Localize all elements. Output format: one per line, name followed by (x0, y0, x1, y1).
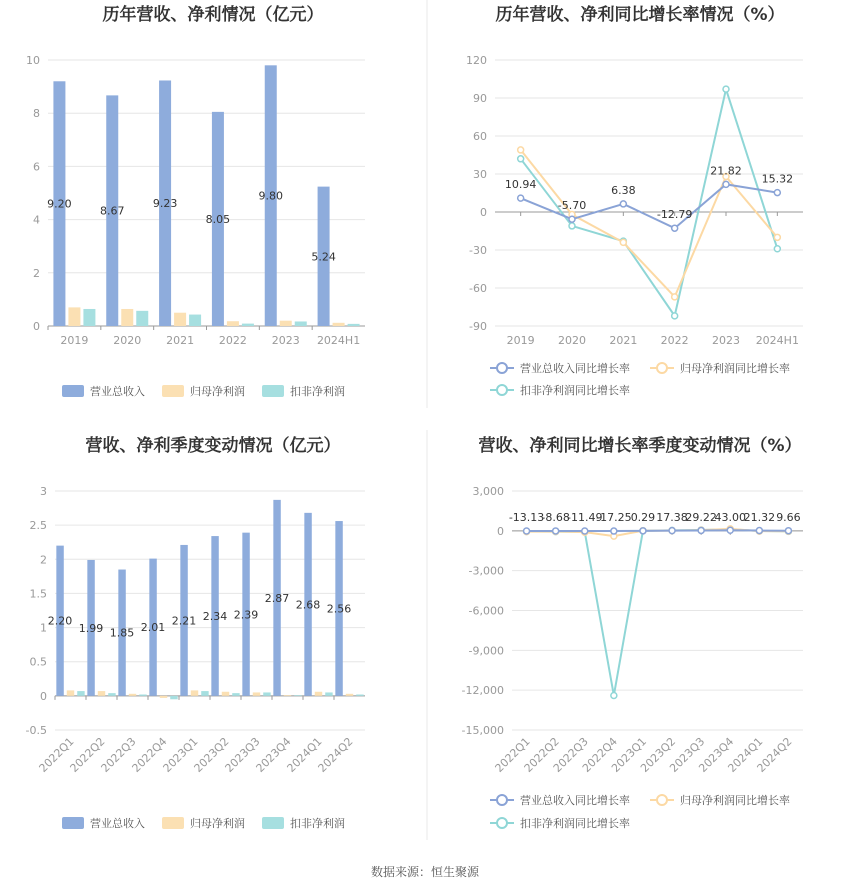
data-label: -8.68 (541, 511, 570, 524)
point-营业总收入同比增长率-2023Q1 (640, 528, 646, 534)
y-tick-label: 0 (497, 524, 504, 538)
bar-扣非净利润-2024H1 (348, 324, 360, 326)
point-扣非净利润同比增长率-2024H1 (774, 246, 780, 252)
line-扣非净利润同比增长率 (527, 529, 789, 695)
point-扣非净利润同比增长率-2019 (518, 156, 524, 162)
bar-归母净利润-2023 (280, 321, 292, 326)
data-label: -5.70 (557, 199, 587, 213)
y-tick-label: 6 (33, 160, 40, 174)
bar-归母净利润-2019 (68, 307, 80, 326)
bar-扣非净利润-2022 (242, 324, 254, 326)
legend-label[interactable]: 营业总收入同比增长率 (520, 362, 630, 375)
x-tick-label: 2023Q3 (222, 734, 263, 775)
point-营业总收入同比增长率-2021 (620, 201, 626, 207)
y-tick-label: 2.5 (29, 519, 47, 533)
point-归母净利润同比增长率-2021 (620, 239, 626, 245)
legend-swatch (262, 817, 284, 829)
x-tick-label: 2024H1 (755, 334, 799, 347)
x-tick-label: 2023Q2 (191, 734, 232, 775)
y-tick-label: 0 (480, 206, 487, 219)
bar-归母净利润-2022 (227, 321, 239, 326)
legend-swatch (162, 817, 184, 829)
data-label: 0.29 (630, 511, 656, 524)
y-tick-label: 10 (26, 54, 40, 67)
data-label: 1.99 (78, 621, 104, 635)
point-归母净利润同比增长率-2019 (518, 147, 524, 153)
y-tick-label: 4 (33, 213, 40, 227)
legend-label[interactable]: 营业总收入 (90, 817, 145, 830)
y-tick-label: 0.5 (29, 655, 47, 669)
data-label: 9.23 (152, 197, 178, 211)
y-tick-label: 2 (40, 553, 47, 567)
legend-marker (497, 363, 507, 373)
x-tick-label: 2022Q1 (36, 734, 77, 775)
y-tick-label: 60 (473, 130, 487, 143)
data-label: 21.82 (710, 164, 742, 178)
y-tick-label: -15,000 (461, 724, 504, 737)
x-tick-label: 2023 (271, 334, 300, 347)
x-tick-label: 2022Q2 (521, 734, 562, 775)
point-营业总收入同比增长率-2022Q3 (582, 528, 588, 534)
data-label: 43.00 (714, 511, 746, 524)
bar-扣非净利润-2023Q1 (201, 691, 208, 696)
y-tick-label: -3,000 (468, 564, 504, 578)
point-营业总收入同比增长率-2024Q2 (785, 528, 791, 534)
legend-swatch (62, 385, 84, 397)
x-tick-label: 2022Q3 (98, 734, 139, 775)
data-label: -17.25 (596, 511, 632, 524)
y-tick-label: 8 (33, 107, 40, 121)
bar-扣非净利润-2023Q2 (232, 693, 239, 696)
y-tick-label: 0 (40, 689, 47, 703)
y-tick-label: 3 (40, 485, 47, 498)
legend-marker (657, 363, 667, 373)
annual-growth-rate-chart (466, 4, 803, 397)
legend-marker (657, 795, 667, 805)
bar-扣非净利润-2024Q1 (325, 692, 332, 695)
data-label: 9.20 (47, 197, 72, 211)
legend-label[interactable]: 营业总收入 (90, 385, 145, 398)
data-label: 21.32 (743, 511, 776, 524)
data-label: 2.39 (233, 608, 259, 622)
y-tick-label: -0.5 (25, 724, 47, 737)
data-label: 17.38 (656, 511, 688, 524)
data-label: 8.67 (100, 204, 125, 218)
legend-marker (497, 385, 507, 395)
chart-title: 历年营收、净利情况（亿元） (102, 5, 324, 25)
x-tick-label: 2023Q4 (696, 734, 737, 775)
bar-归母净利润-2024H1 (333, 323, 345, 326)
data-label: 10.94 (504, 178, 537, 192)
line-营业总收入同比增长率 (527, 530, 789, 531)
chart-title: 历年营收、净利同比增长率情况（%） (495, 5, 785, 25)
y-tick-label: -9,000 (468, 644, 504, 658)
point-营业总收入同比增长率-2024Q1 (756, 528, 762, 534)
bar-扣非净利润-2021 (189, 315, 201, 326)
x-tick-label: 2022Q4 (579, 734, 620, 775)
data-label: -11.49 (567, 511, 603, 524)
point-营业总收入同比增长率-2022Q4 (611, 528, 617, 534)
data-label: 2.34 (202, 609, 228, 623)
x-tick-label: 2022 (660, 334, 689, 347)
bar-扣非净利润-2019 (83, 309, 95, 326)
x-tick-label: 2023Q3 (667, 734, 708, 775)
y-tick-label: 1.5 (29, 587, 47, 601)
point-营业总收入同比增长率-2022Q2 (553, 528, 559, 534)
y-tick-label: -60 (469, 282, 487, 295)
data-label: 5.24 (311, 250, 336, 264)
bar-归母净利润-2022Q4 (160, 696, 167, 698)
x-tick-label: 2024Q2 (754, 734, 795, 775)
legend-label[interactable]: 归母净利润 (190, 385, 245, 398)
legend-label[interactable]: 归母净利润同比增长率 (680, 794, 790, 807)
y-tick-label: -30 (469, 244, 487, 257)
data-label: 2.87 (264, 591, 290, 605)
annual-revenue-profit-chart (26, 4, 365, 398)
data-label: 29.22 (685, 511, 717, 524)
data-source: 数据来源：恒生聚源 (370, 865, 480, 879)
x-tick-label: 2023Q1 (160, 734, 201, 775)
bar-扣非净利润-2022Q3 (139, 694, 146, 695)
x-tick-label: 2023Q2 (638, 734, 679, 775)
legend-swatch (162, 385, 184, 397)
data-label: 9.80 (258, 189, 283, 203)
bar-归母净利润-2022Q2 (98, 691, 105, 696)
bar-归母净利润-2023Q1 (191, 690, 198, 695)
data-label: 8.05 (205, 212, 231, 226)
bar-归母净利润-2022Q1 (67, 690, 74, 695)
data-label: 9.66 (776, 511, 801, 524)
bar-归母净利润-2022Q3 (129, 694, 136, 696)
point-营业总收入同比增长率-2024H1 (774, 190, 780, 196)
x-tick-label: 2022Q1 (492, 734, 533, 775)
bar-归母净利润-2023Q3 (253, 692, 260, 695)
point-扣非净利润同比增长率-2022Q4 (611, 692, 617, 698)
data-label: 2.21 (171, 614, 197, 628)
point-归母净利润同比增长率-2024H1 (774, 234, 780, 240)
x-tick-label: 2019 (506, 334, 535, 347)
x-tick-label: 2020 (558, 334, 586, 347)
x-tick-label: 2019 (60, 334, 89, 347)
point-营业总收入同比增长率-2023Q2 (669, 528, 675, 534)
bar-归母净利润-2021 (174, 313, 186, 326)
bar-扣非净利润-2022Q4 (170, 696, 177, 699)
legend-label[interactable]: 扣非净利润同比增长率 (520, 384, 630, 397)
point-营业总收入同比增长率-2023Q4 (727, 527, 733, 533)
legend-marker (497, 795, 507, 805)
bar-扣非净利润-2023 (295, 321, 307, 326)
legend-swatch (262, 385, 284, 397)
legend-marker (497, 818, 507, 828)
y-tick-label: -6,000 (468, 604, 504, 618)
x-tick-label: 2021 (609, 334, 638, 347)
x-tick-label: 2024Q2 (315, 734, 356, 775)
quarterly-revenue-profit-chart (26, 435, 365, 830)
data-label: 2.68 (295, 598, 321, 612)
x-tick-label: 2024Q1 (284, 734, 325, 775)
bar-归母净利润-2024Q1 (315, 692, 322, 696)
point-营业总收入同比增长率-2020 (569, 216, 575, 222)
legend-swatch (62, 817, 84, 829)
point-扣非净利润同比增长率-2020 (569, 223, 575, 229)
point-营业总收入同比增长率-2022 (672, 225, 678, 231)
data-label: -13.13 (508, 511, 545, 524)
chart-title: 营收、净利同比增长率季度变动情况（%） (478, 436, 802, 456)
x-tick-label: 2021 (166, 334, 195, 347)
chart-title: 营收、净利季度变动情况（亿元） (85, 436, 341, 456)
y-tick-label: -90 (469, 320, 487, 333)
point-归母净利润同比增长率-2022 (672, 294, 678, 300)
y-tick-label: 90 (473, 92, 487, 105)
x-tick-label: 2022Q4 (129, 734, 170, 775)
data-label: 6.38 (611, 183, 636, 197)
legend-label[interactable]: 扣非净利润同比增长率 (520, 817, 630, 830)
bar-扣非净利润-2023Q4 (294, 695, 301, 696)
x-tick-label: 2024Q1 (725, 734, 766, 775)
legend-label[interactable]: 归母净利润 (190, 817, 245, 830)
point-营业总收入同比增长率-2023 (723, 181, 729, 187)
y-tick-label: 1 (40, 621, 47, 635)
bar-归母净利润-2023Q4 (284, 695, 291, 696)
legend-label[interactable]: 营业总收入同比增长率 (520, 794, 630, 807)
bar-扣非净利润-2022Q2 (108, 693, 115, 696)
y-tick-label: 3,000 (472, 485, 504, 498)
data-label: 1.85 (109, 626, 135, 640)
bar-扣非净利润-2022Q1 (77, 691, 84, 696)
quarterly-growth-rate-chart (462, 435, 803, 830)
point-营业总收入同比增长率-2023Q3 (698, 527, 704, 533)
data-label: 2.56 (326, 602, 352, 616)
point-营业总收入同比增长率-2019 (518, 195, 524, 201)
data-label: 15.32 (761, 172, 794, 186)
bar-扣非净利润-2020 (136, 311, 148, 326)
bar-归母净利润-2024Q2 (346, 694, 353, 696)
legend-label[interactable]: 扣非净利润 (290, 817, 345, 830)
y-tick-label: 2 (33, 266, 40, 280)
x-tick-label: 2020 (113, 334, 142, 347)
legend-label[interactable]: 扣非净利润 (290, 385, 345, 398)
x-tick-label: 2023 (712, 334, 740, 347)
data-label: -12.79 (656, 208, 693, 222)
point-扣非净利润同比增长率-2023 (723, 86, 729, 92)
point-扣非净利润同比增长率-2022 (672, 313, 678, 319)
legend-label[interactable]: 归母净利润同比增长率 (680, 362, 790, 375)
x-tick-label: 2024H1 (316, 334, 361, 347)
bar-归母净利润-2023Q2 (222, 692, 229, 696)
bar-扣非净利润-2024Q2 (356, 694, 363, 695)
x-tick-label: 2023Q4 (253, 734, 294, 775)
bar-归母净利润-2020 (121, 309, 133, 326)
x-tick-label: 2022 (218, 334, 247, 347)
data-label: 2.20 (47, 614, 73, 628)
point-营业总收入同比增长率-2022Q1 (524, 528, 530, 534)
y-tick-label: 30 (473, 168, 487, 181)
x-tick-label: 2022Q2 (67, 734, 108, 775)
y-tick-label: 0 (33, 320, 40, 333)
bar-扣非净利润-2023Q3 (263, 692, 270, 695)
y-tick-label: 120 (466, 54, 487, 67)
x-tick-label: 2022Q3 (550, 734, 591, 775)
data-label: 2.01 (140, 621, 166, 635)
y-tick-label: -12,000 (461, 684, 504, 698)
x-tick-label: 2023Q1 (609, 734, 650, 775)
